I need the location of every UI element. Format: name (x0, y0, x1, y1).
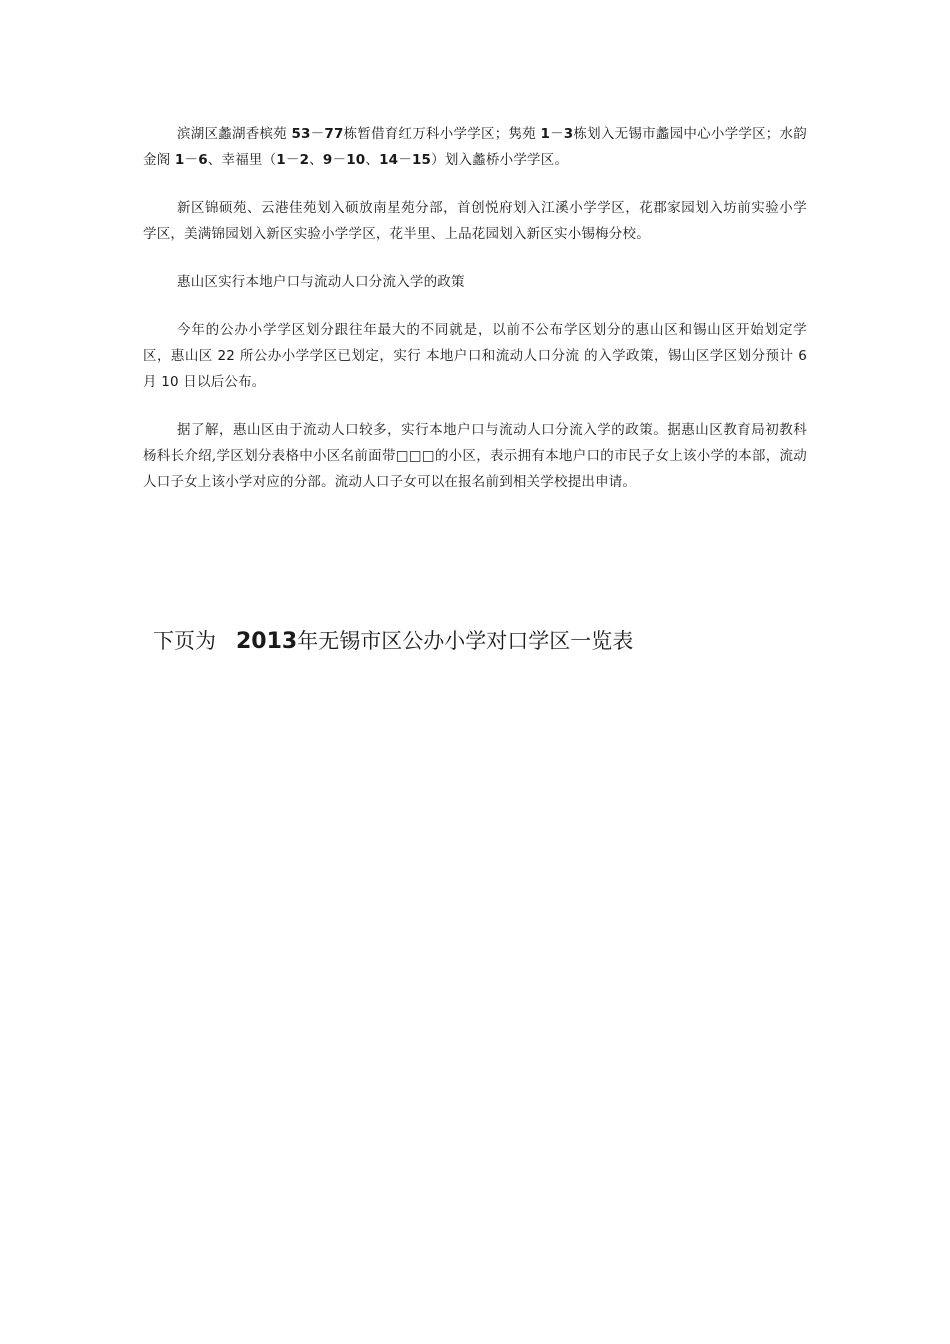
next-page-title: 年无锡市区公办小学对口学区一览表 (297, 629, 634, 653)
paragraph-4-segment: 22 (217, 348, 236, 364)
paragraph-4-segment: 月 (143, 374, 162, 390)
next-page-prefix: 下页为 (153, 629, 216, 653)
paragraph-1-segment: 3 (563, 126, 574, 142)
paragraph-1-segment: － (184, 152, 199, 168)
paragraph-1-segment: 、 (309, 152, 323, 168)
paragraph-1-segment: 14 (379, 152, 399, 168)
paragraph-1 (143, 121, 807, 173)
paragraph-1-segment: 2 (299, 152, 310, 168)
paragraph-2-segment: 新区锦硕苑、云港佳苑划入硕放南星苑分部，首创悦府划入江溪小学学区，花郡家园划入坊前实验小学学区，美满锦园划入新区实验小学学区，花半里、上品花园划入新区实小锡梅分校。 (143, 200, 807, 242)
paragraph-4-segment: 所公办小学学区已划定，实行 本地户口和流动人口分流 的入学政策，锡山区学区划分预计 (235, 348, 799, 364)
paragraph-4 (143, 317, 807, 395)
paragraph-1-segment: 53 (291, 126, 311, 142)
paragraph-1-segment: － (285, 152, 300, 168)
paragraph-1-segment: 、 (365, 152, 380, 168)
paragraph-5-segment: 据了解，惠山区由于流动人口较多，实行本地户口与流动人口分流入学的政策。据惠山区教育局初教科杨科长介绍,学区划分表格中小区名前面带□□□的小区，表示拥有本地户口的市民子女上该小学的本部，流动人口子女上该小学对应的分部。流动人口子女可以在报名前到相关学校提出申请。 (143, 422, 807, 490)
paragraph-1-segment: － (398, 152, 412, 168)
document-body (143, 121, 807, 517)
paragraph-4-segment: 日以后公布。 (178, 374, 266, 390)
paragraph-4-segment: 今年的公办小学学区划分跟往年最大的不同就是，以前不公布学区划分的惠山区和锡山区开始划定学区，惠山区 (143, 322, 807, 364)
paragraph-1-segment: 、幸福里（ (207, 152, 277, 168)
paragraph-1-segment: － (332, 152, 347, 168)
paragraph-1-segment: 1 (540, 126, 551, 142)
paragraph-2 (143, 195, 807, 247)
paragraph-5 (143, 417, 807, 495)
paragraph-1-segment: 6 (198, 152, 208, 168)
paragraph-1-segment: 9 (322, 152, 333, 168)
paragraph-4-segment: 10 (161, 374, 179, 390)
paragraph-1-segment: 滨湖区蠡湖香槟苑 (177, 126, 292, 142)
paragraph-3 (143, 269, 807, 295)
paragraph-1-segment: 栋划入无锡市蠡园中心小学学区；水韵金阁 (143, 126, 807, 168)
next-page-note (153, 624, 633, 659)
paragraph-1-segment: 15 (411, 152, 432, 168)
paragraph-4-segment: 6 (798, 348, 808, 364)
paragraph-1-segment: 1 (276, 152, 286, 168)
next-page-year: 2013 (236, 629, 298, 654)
paragraph-1-segment: ）划入蠡桥小学学区。 (431, 152, 569, 168)
paragraph-1-segment: 77 (324, 126, 344, 142)
paragraph-1-segment: 栋暂借育红万科小学学区；隽苑 (343, 126, 541, 142)
paragraph-3-segment: 惠山区实行本地户口与流动人口分流入学的政策 (177, 274, 465, 290)
paragraph-1-segment: － (310, 126, 325, 142)
paragraph-1-segment: 1 (174, 152, 185, 168)
paragraph-1-segment: 10 (346, 152, 366, 168)
paragraph-1-segment: － (550, 126, 564, 142)
